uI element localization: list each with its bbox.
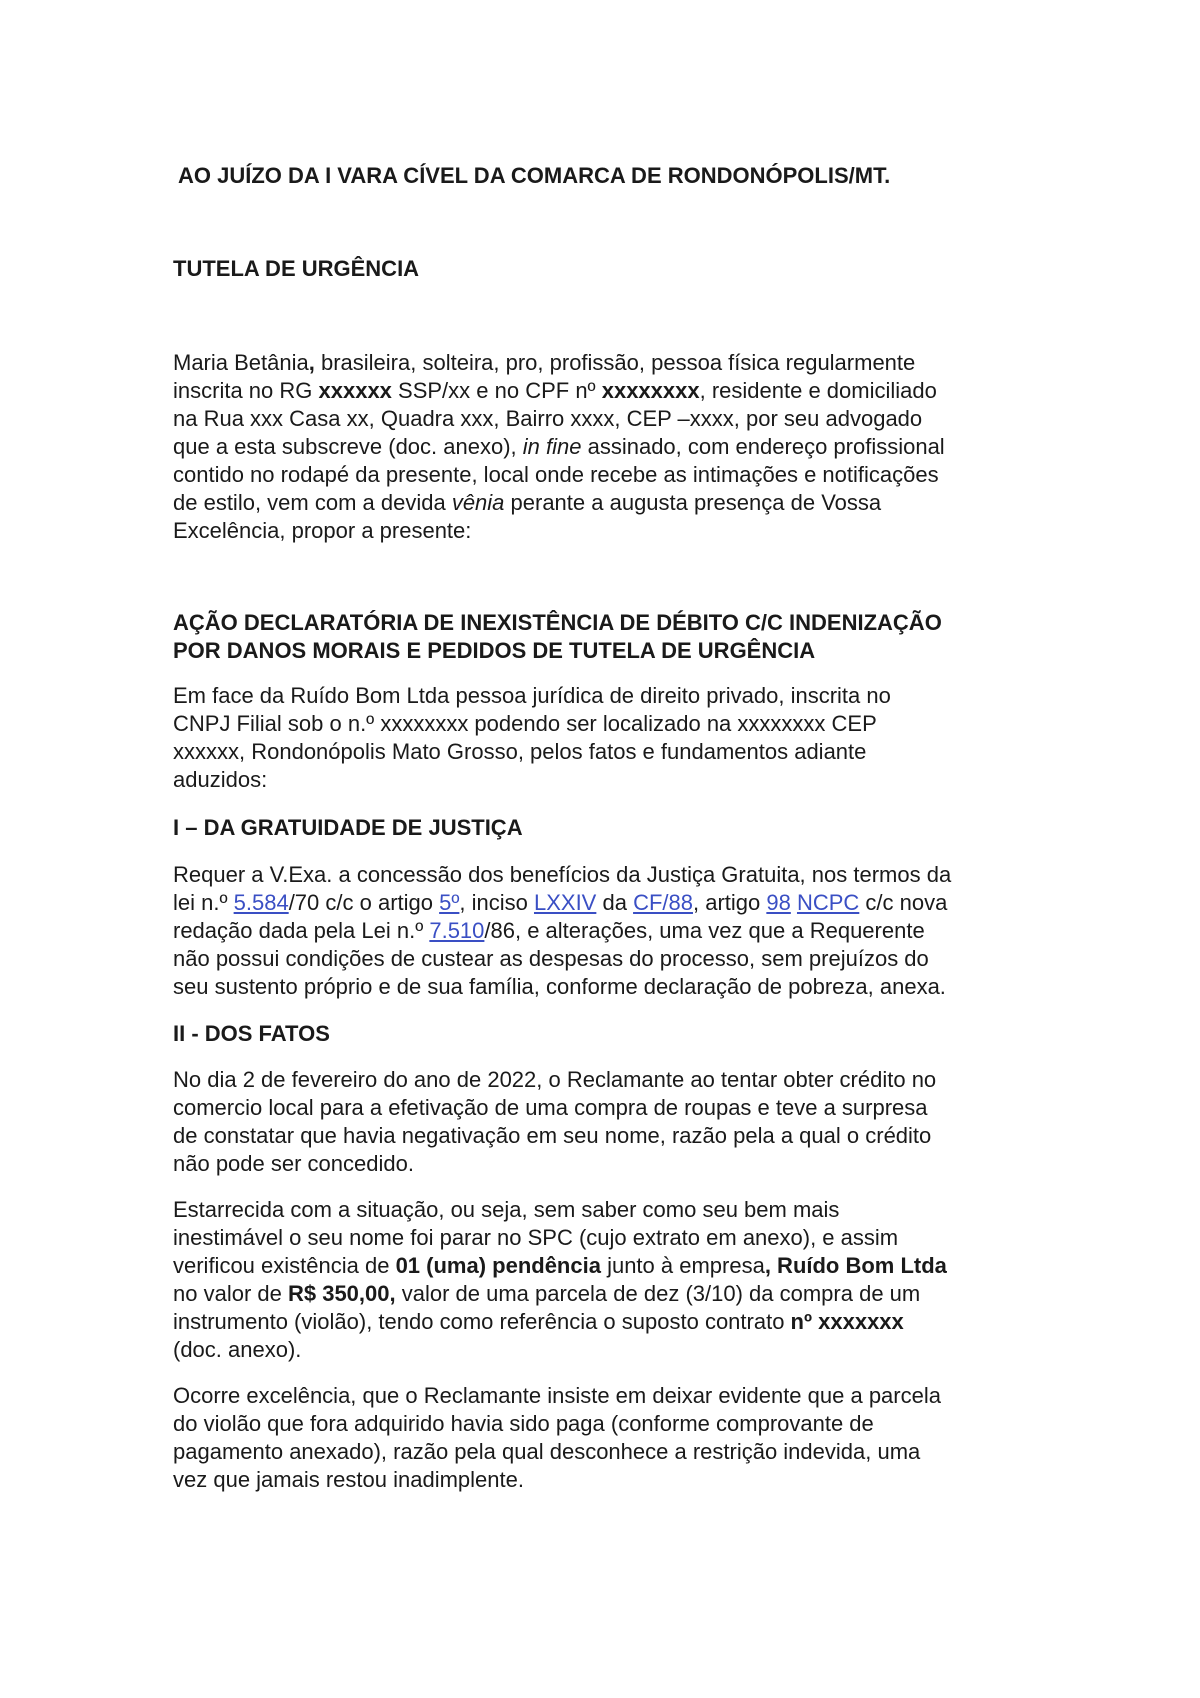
text-line xyxy=(173,1252,1043,1280)
text-line: na Rua xxx Casa xx, Quadra xxx, Bairro xxxx, CEP –xxxx, por seu advogado xyxy=(173,406,923,431)
text-line xyxy=(173,889,1043,917)
text-segment: perante a augusta presença de Vossa xyxy=(504,490,882,515)
text-line: vez que jamais restou inadimplente. xyxy=(173,1467,524,1492)
text-line: contido no rodapé da presente, local onde recebe as intimações e notificações xyxy=(173,462,939,487)
urgency-title: TUTELA DE URGÊNCIA xyxy=(173,256,420,281)
text-segment: /70 c/c o artigo xyxy=(288,890,440,915)
qualification-paragraph xyxy=(173,349,1043,545)
text-line xyxy=(173,1308,1043,1336)
text-segment: da xyxy=(596,890,634,915)
text-segment: , artigo xyxy=(692,890,767,915)
section-heading-gratuidade: I – DA GRATUIDADE DE JUSTIÇA xyxy=(173,815,523,840)
text-segment: verificou existência de xyxy=(173,1253,396,1278)
text-line xyxy=(173,377,1043,405)
text-segment: , inciso xyxy=(459,890,534,915)
text-line: do violão que fora adquirido havia sido paga (conforme comprovante de xyxy=(173,1411,874,1436)
text-segment: lei n.º xyxy=(173,890,234,915)
latin-term: vênia xyxy=(451,490,505,515)
text-line xyxy=(173,1280,1043,1308)
text-segment: instrumento (violão), tendo como referência o suposto contrato xyxy=(173,1309,791,1334)
text-line: comercio local para a efetivação de uma compra de roupas e teve a surpresa xyxy=(173,1095,928,1120)
text-line: CNPJ Filial sob o n.º xxxxxxxx podendo ser localizado na xxxxxxxx CEP xyxy=(173,711,877,736)
gratuidade-paragraph xyxy=(173,861,1043,1001)
text-line: (doc. anexo). xyxy=(173,1337,302,1362)
bold-comma: , xyxy=(308,350,315,375)
text-segment: junto à empresa xyxy=(600,1253,765,1278)
rg-number: xxxxxx xyxy=(318,378,392,403)
pending-count: 01 (uma) pendência xyxy=(395,1253,601,1278)
text-segment: , residente e domiciliado xyxy=(699,378,937,403)
defendant-paragraph xyxy=(173,682,1043,794)
text-line: Em face da Ruído Bom Ltda pessoa jurídica de direito privado, inscrita no xyxy=(173,683,891,708)
court-address: AO JUÍZO DA I VARA CÍVEL DA COMARCA DE RONDONÓPOLIS/MT. xyxy=(178,163,891,188)
action-title-line: POR DANOS MORAIS E PEDIDOS DE TUTELA DE URGÊNCIA xyxy=(173,638,816,663)
facts-paragraph-2 xyxy=(173,1196,1043,1364)
text-segment: que a esta subscreve (doc. anexo), xyxy=(173,434,523,459)
text-segment: inscrita no RG xyxy=(173,378,319,403)
text-line: xxxxxx, Rondonópolis Mato Grosso, pelos fatos e fundamentos adiante xyxy=(173,739,867,764)
facts-paragraph-3 xyxy=(173,1382,1043,1494)
text-segment: no valor de xyxy=(173,1281,288,1306)
text-line xyxy=(173,489,1043,517)
ncpc-link[interactable]: NCPC xyxy=(796,890,860,915)
text-segment: redação dada pela Lei n.º xyxy=(173,918,430,943)
text-line: Requer a V.Exa. a concessão dos benefícios da Justiça Gratuita, nos termos da xyxy=(173,862,952,887)
law-link-5584[interactable]: 5.584 xyxy=(233,890,289,915)
text-line: No dia 2 de fevereiro do ano de 2022, o Reclamante ao tentar obter crédito no xyxy=(173,1067,937,1092)
inciso-link-lxxiv[interactable]: LXXIV xyxy=(533,890,597,915)
text-segment: assinado, com endereço profissional xyxy=(581,434,945,459)
text-line: aduzidos: xyxy=(173,767,268,792)
text-line: pagamento anexado), razão pela qual desconhece a restrição indevida, uma xyxy=(173,1439,921,1464)
article-link-98[interactable]: 98 xyxy=(766,890,791,915)
text-line: de constatar que havia negativação em seu nome, razão pela a qual o crédito xyxy=(173,1123,932,1148)
text-line: seu sustento próprio e de sua família, conforme declaração de pobreza, anexa. xyxy=(173,974,946,999)
text-line xyxy=(173,349,1043,377)
text-segment: brasileira, solteira, pro, profissão, pessoa física regularmente xyxy=(314,350,916,375)
text-line: inestimável o seu nome foi parar no SPC (cujo extrato em anexo), e assim xyxy=(173,1225,899,1250)
law-link-7510[interactable]: 7.510 xyxy=(429,918,485,943)
text-line: não pode ser concedido. xyxy=(173,1151,414,1176)
section-heading-fatos: II - DOS FATOS xyxy=(173,1021,330,1046)
text-segment: SSP/xx e no CPF nº xyxy=(391,378,602,403)
text-line: Estarrecida com a situação, ou seja, sem saber como seu bem mais xyxy=(173,1197,840,1222)
facts-paragraph-1 xyxy=(173,1066,1043,1178)
text-line: Ocorre excelência, que o Reclamante insiste em deixar evidente que a parcela xyxy=(173,1383,941,1408)
text-line xyxy=(173,433,1043,461)
article-link-5[interactable]: 5º xyxy=(439,890,460,915)
cpf-number: xxxxxxxx xyxy=(601,378,700,403)
action-title xyxy=(173,609,942,665)
company-name: , Ruído Bom Ltda xyxy=(764,1253,947,1278)
latin-term: in fine xyxy=(522,434,582,459)
party-name: Maria Betânia xyxy=(173,350,309,375)
text-segment: valor de uma parcela de dez (3/10) da compra de um xyxy=(395,1281,921,1306)
text-line xyxy=(173,917,1043,945)
text-segment: de estilo, vem com a devida xyxy=(173,490,452,515)
text-line: Excelência, propor a presente: xyxy=(173,518,472,543)
contract-number: nº xxxxxxx xyxy=(790,1309,904,1334)
text-segment: /86, e alterações, uma vez que a Requerente xyxy=(484,918,925,943)
action-title-line: AÇÃO DECLARATÓRIA DE INEXISTÊNCIA DE DÉBITO C/C INDENIZAÇÃO xyxy=(173,610,942,635)
text-segment: c/c nova xyxy=(859,890,948,915)
text-line: não possui condições de custear as despesas do processo, sem prejuízos do xyxy=(173,946,929,971)
debt-amount: R$ 350,00, xyxy=(287,1281,396,1306)
constitution-link[interactable]: CF/88 xyxy=(633,890,693,915)
